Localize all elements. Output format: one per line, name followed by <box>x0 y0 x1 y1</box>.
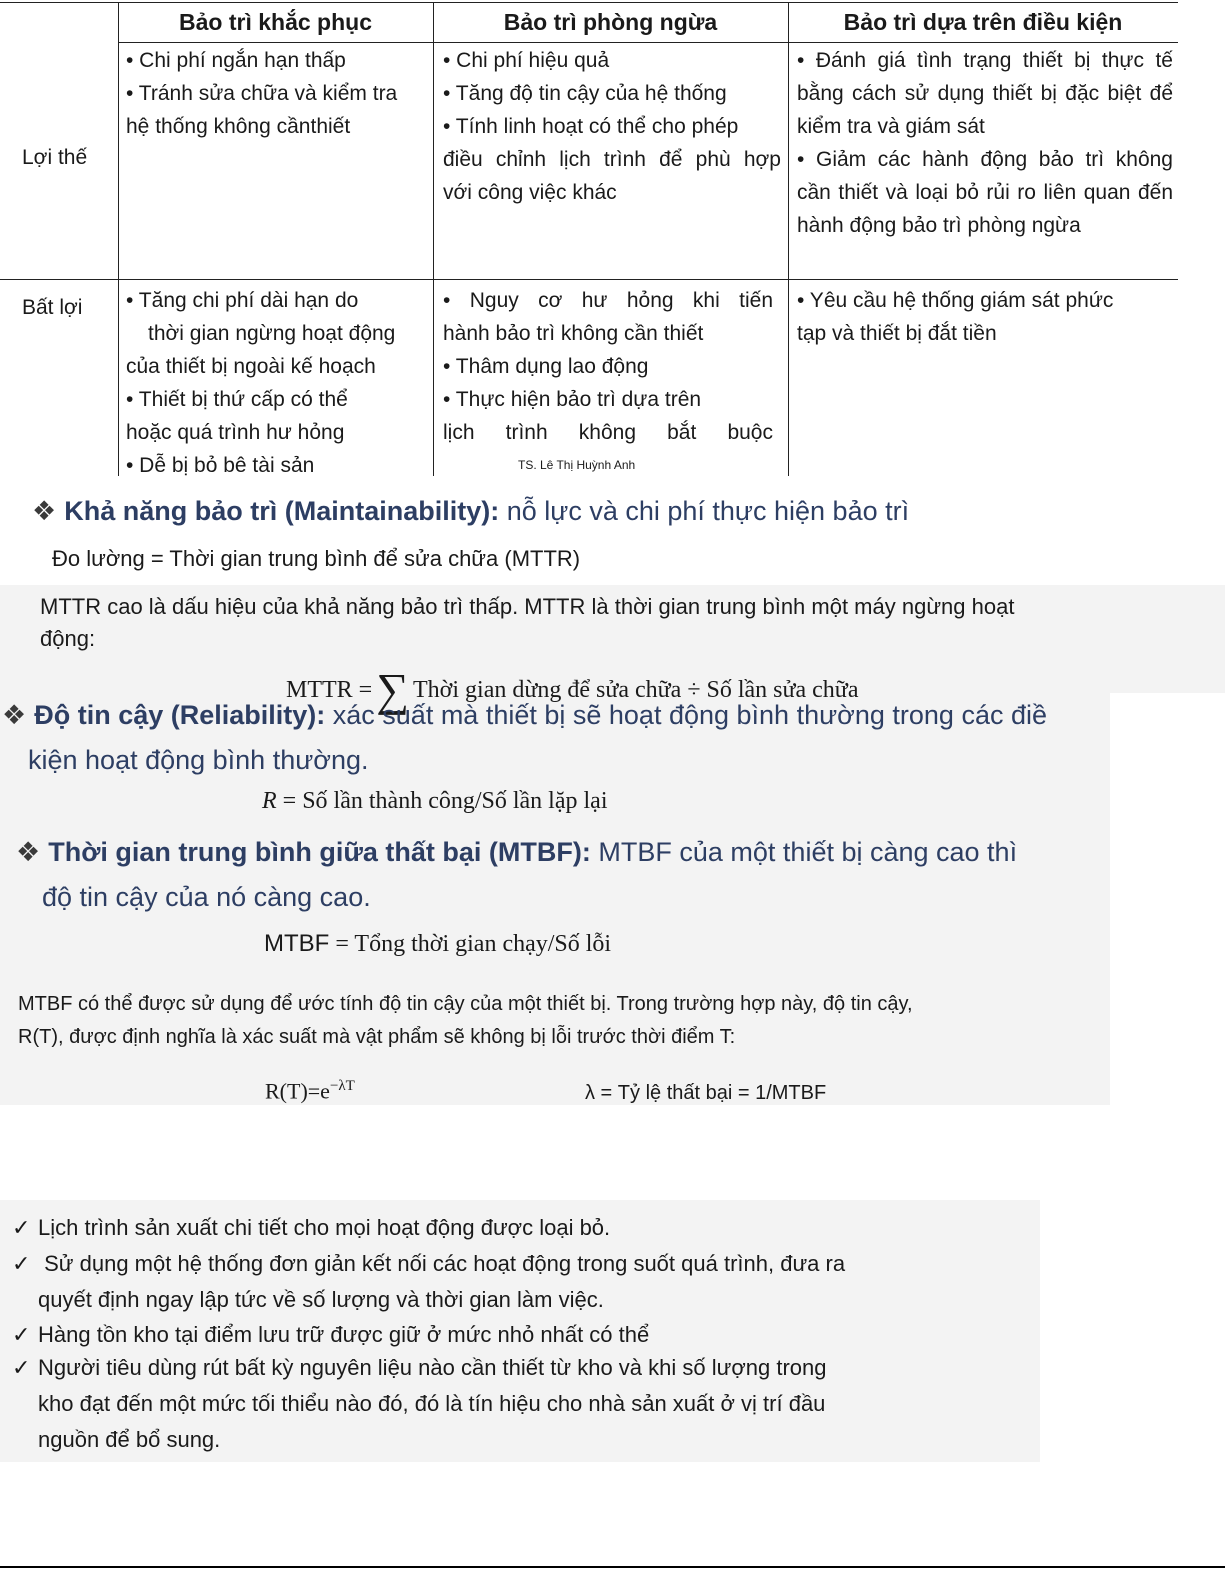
reliability-formula <box>262 788 608 815</box>
cell-line: với công việc khác <box>443 181 617 204</box>
diamond-bullet-icon: ❖ <box>2 700 27 730</box>
table-col-border-2 <box>433 2 434 476</box>
reliability-desc: xác suất mà thiết bị sẽ hoạt động bình thường trong các điề <box>325 700 1047 730</box>
cell-preventive-advantages <box>443 44 781 209</box>
mtbf-title: Thời gian trung bình giữa thất bại (MTBF): <box>48 837 591 867</box>
header-corrective: Bảo trì khắc phục <box>179 8 372 35</box>
cell-line: • Tính linh hoạt có thể cho phép <box>443 115 739 138</box>
cell-line: • Giảm các hành động bảo trì không <box>797 148 1173 171</box>
cell-line: hành bảo trì không cần thiết <box>443 322 704 345</box>
cell-line: hành động bảo trì phòng ngừa <box>797 214 1081 237</box>
mtbf-desc-line2: độ tin cậy của nó càng cao. <box>42 882 371 912</box>
checklist-line: Hàng tồn kho tại điểm lưu trữ được giữ ở mức nhỏ nhất có thể <box>38 1322 650 1347</box>
cell-line: lịch trình không bắt buộc <box>443 421 773 444</box>
sigma-icon: ∑ <box>376 664 409 715</box>
cell-line: • Tăng độ tin cậy của hệ thống <box>443 82 727 105</box>
checkmark-icon: ✓ <box>12 1355 31 1380</box>
checklist-line: Người tiêu dùng rút bất kỳ nguyên liệu nào cần thiết từ kho và khi số lượng trong <box>38 1355 827 1380</box>
cell-line: • Nguy cơ hư hỏng khi tiến <box>443 289 773 312</box>
checklist-line: Sử dụng một hệ thống đơn giản kết nối các hoạt động trong suốt quá trình, đưa ra <box>38 1251 846 1276</box>
comparison-table <box>0 0 1225 480</box>
reliability-formula-lhs: R <box>262 788 277 814</box>
mttr-formula-lhs: MTTR = <box>286 677 373 703</box>
maintainability-desc: nỗ lực và chi phí thực hiện bảo trì <box>499 496 910 526</box>
reliability-heading <box>2 700 1047 731</box>
cell-line: của thiết bị ngoài kế hoạch <box>126 355 376 378</box>
mtbf-paragraph-line2: R(T), được định nghĩa là xác suất mà vật phẩm sẽ không bị lỗi trước thời điểm T: <box>18 1026 736 1048</box>
cell-line: • Thâm dụng lao động <box>443 355 649 378</box>
mttr-formula-rhs: Thời gian dừng để sửa chữa ÷ Số lần sửa chữa <box>413 677 859 703</box>
cell-line: • Tránh sửa chữa và kiểm tra <box>126 82 398 105</box>
cell-line: tạp và thiết bị đắt tiền <box>797 322 997 345</box>
cell-line: thời gian ngừng hoạt động <box>148 322 396 345</box>
maintainability-heading <box>32 496 909 527</box>
reliability-title: Độ tin cậy (Reliability): <box>34 700 326 730</box>
cell-line: bằng cách sử dụng thiết bị đặc biệt để <box>797 82 1173 105</box>
checklist-item <box>12 1350 827 1458</box>
page-bottom-rule <box>0 1566 1225 1568</box>
cell-corrective-disadvantages <box>126 284 426 482</box>
cell-preventive-disadvantages <box>443 284 773 449</box>
row-label-advantages: Lợi thế <box>22 146 88 169</box>
cell-line: • Yêu cầu hệ thống giám sát phức <box>797 289 1114 312</box>
mtbf-formula <box>264 930 611 958</box>
mtbf-formula-lhs: MTBF <box>264 930 330 957</box>
checklist-item <box>12 1246 845 1318</box>
checkmark-icon: ✓ <box>12 1322 31 1347</box>
checklist-line: nguồn để bổ sung. <box>38 1427 221 1452</box>
failure-rate-formula: λ = Tỷ lệ thất bại = 1/MTBF <box>585 1082 827 1104</box>
cell-condition-advantages <box>797 44 1173 242</box>
cell-line: cần thiết và loại bỏ rủi ro liên quan đến <box>797 181 1173 204</box>
reliability-formula-rhs: = Số lần thành công/Số lần lặp lại <box>276 788 608 814</box>
header-preventive: Bảo trì phòng ngừa <box>503 8 718 35</box>
reliability-time-formula-base: R(T)=e <box>265 1078 330 1104</box>
cell-line: • Chi phí hiệu quả <box>443 49 610 72</box>
diamond-bullet-icon: ❖ <box>16 837 41 867</box>
checklist-item <box>12 1210 610 1246</box>
mttr-paragraph-line1: MTTR cao là dấu hiệu của khả năng bảo trì thấp. MTTR là thời gian trung bình một máy ngừng hoạt <box>40 594 1015 619</box>
table-col-border-1 <box>118 2 119 476</box>
reliability-time-formula <box>265 1078 355 1104</box>
checklist-line: Lịch trình sản xuất chi tiết cho mọi hoạt động được loại bỏ. <box>38 1215 611 1240</box>
mtbf-formula-rhs: = Tổng thời gian chạy/Số lỗi <box>329 931 612 957</box>
table-header-border <box>118 42 1178 43</box>
cell-line: hệ thống không cầnthiết <box>126 115 351 138</box>
cell-corrective-advantages <box>126 44 426 143</box>
cell-line: • Thiết bị thứ cấp có thể <box>126 388 348 411</box>
reliability-desc-line2: kiện hoạt động bình thường. <box>28 745 369 775</box>
checklist-item <box>12 1317 649 1353</box>
table-row-border <box>0 279 1178 280</box>
cell-line: • Chi phí ngắn hạn thấp <box>126 49 346 72</box>
cell-line: • Đánh giá tình trạng thiết bị thực tế <box>797 49 1173 72</box>
cell-line: điều chỉnh lịch trình để phù hợp <box>443 148 781 171</box>
mttr-paragraph-line2: động: <box>40 626 96 651</box>
checkmark-icon: ✓ <box>12 1251 31 1276</box>
cell-line: • Dễ bị bỏ bê tài sản <box>126 454 315 477</box>
cell-condition-disadvantages <box>797 284 1167 350</box>
cell-line: kiểm tra và giám sát <box>797 115 985 138</box>
cell-line: • Thực hiện bảo trì dựa trên <box>443 388 702 411</box>
checkmark-icon: ✓ <box>12 1215 31 1240</box>
header-condition-based: Bảo trì dựa trên điều kiện <box>843 8 1123 35</box>
checklist-line: quyết định ngay lập tức về số lượng và thời gian làm việc. <box>38 1287 604 1312</box>
checklist-line: kho đạt đến một mức tối thiểu nào đó, đó là tín hiệu cho nhà sản xuất ở vị trí đầu <box>38 1391 826 1416</box>
maintainability-title: Khả năng bảo trì (Maintainability): <box>64 496 500 526</box>
mttr-measure: Đo lường = Thời gian trung bình để sửa chữa (MTTR) <box>52 546 581 571</box>
cell-line: • Tăng chi phí dài hạn do <box>126 289 359 312</box>
table-credit: TS. Lê Thị Huỳnh Anh <box>518 458 636 472</box>
cell-line: hoặc quá trình hư hỏng <box>126 421 345 444</box>
table-col-border-3 <box>788 2 789 476</box>
row-label-disadvantages: Bất lợi <box>22 296 83 319</box>
mtbf-desc: MTBF của một thiết bị càng cao thì <box>590 837 1018 867</box>
mtbf-heading <box>16 837 1017 868</box>
mtbf-paragraph-line1: MTBF có thể được sử dụng để ước tính độ tin cậy của một thiết bị. Trong trường hợp này, độ tin cậy, <box>18 993 913 1015</box>
diamond-bullet-icon: ❖ <box>32 496 57 526</box>
reliability-time-formula-exponent: −λT <box>329 1078 355 1094</box>
